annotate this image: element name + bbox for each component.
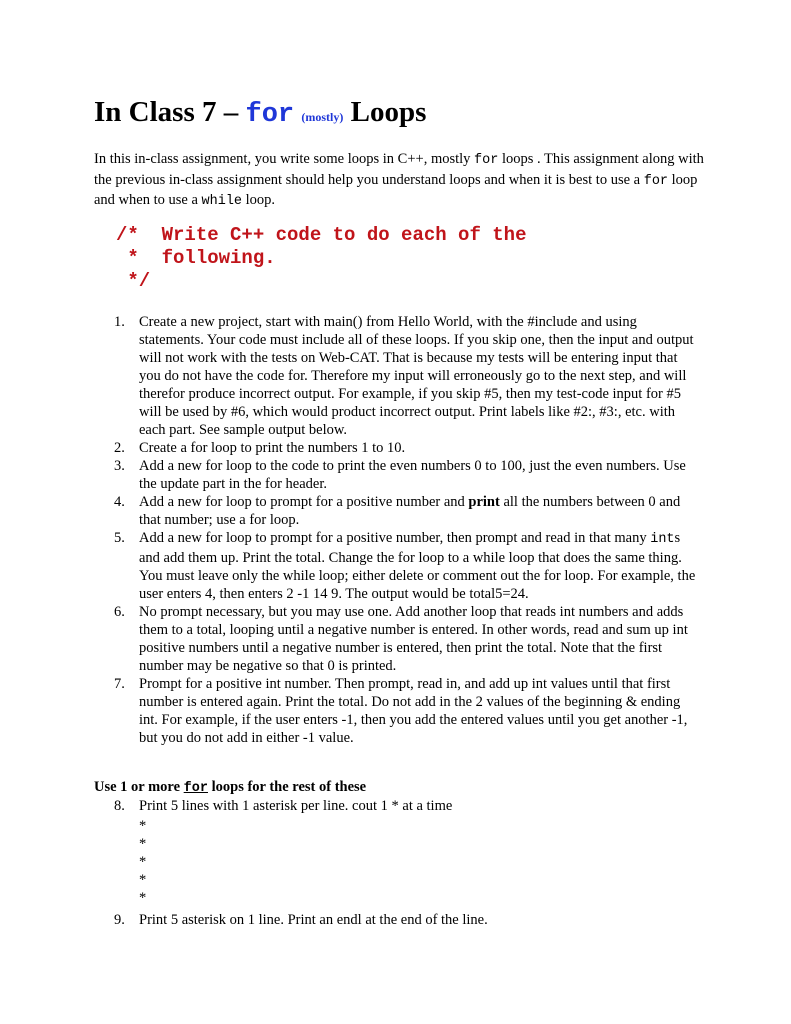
section-text-1: Use 1 or more [94, 779, 184, 795]
step-number: 4. [114, 494, 125, 510]
list-item [114, 675, 700, 747]
step-text: Create a new project, start with main() from Hello World, with the #include and using statements. Your code must include all of these loops. If you skip one, then the input and output will not work with the tests on Web-CAT. That is because my tests will be entering input that you do not have the code for. Therefore my input will erroneously go to the next step, and will therefor produce incorrect output. For example, if you skip #5, then my test-code input for #5 will be used by #6, which would product incorrect output. Print labels like #2:, #3:, etc. with each part. See sample output below. [139, 314, 694, 438]
intro-code-for-2: for [643, 173, 669, 189]
section-code-for: for [183, 781, 208, 796]
steps-list-2 [114, 797, 700, 929]
step-code-int: int [650, 532, 675, 547]
section-heading [94, 778, 366, 798]
intro-code-for: for [474, 153, 499, 168]
step-number: 9. [114, 912, 125, 928]
step-number: 3. [114, 458, 125, 474]
asterisk-line: * [139, 836, 147, 852]
step-text [139, 529, 700, 603]
title-code-keyword: for [245, 100, 295, 130]
steps-list [114, 313, 700, 747]
code-comment-block: /* Write C++ code to do each of the * following. */ [116, 224, 527, 292]
asterisk-line: * [139, 872, 147, 888]
step-number: 8. [114, 798, 125, 814]
step-number: 2. [114, 440, 125, 456]
step-text: Add a new for loop to the code to print the even numbers 0 to 100, just the even numbers. Use the update part in the for header. [139, 458, 686, 492]
step-text-part: Add a new for loop to prompt for a positive number and [139, 494, 469, 510]
list-item [114, 911, 700, 929]
title-prefix: In Class 7 – [94, 96, 246, 128]
list-item [114, 493, 700, 529]
asterisk-line: * [139, 818, 147, 834]
list-item [114, 797, 700, 905]
title-qualifier: (mostly) [301, 110, 344, 124]
step-text: Prompt for a positive int number. Then prompt, read in, and add up int values until that first number is entered again. Print the total. Do not add in the 2 values of the beginning & ending int. For example, if the user enters -1, then you add the entered values until you get another -1, but you do not add in either -1 value. [139, 676, 688, 746]
step-text-part: all the numbers between 0 and that number; use a for loop. [139, 494, 681, 528]
section-text-2: loops for the rest of these [207, 779, 367, 795]
step-text: Print 5 asterisk on 1 line. Print an endl at the end of the line. [139, 912, 488, 928]
intro-code-while: while [201, 194, 243, 209]
intro-paragraph [94, 150, 704, 212]
step-text [139, 493, 700, 529]
step-number: 7. [114, 676, 125, 692]
step-number: 5. [114, 530, 125, 546]
step-number: 1. [114, 314, 125, 330]
page-title [94, 92, 426, 137]
intro-text-3: loop and when to use a [94, 171, 698, 208]
list-item [114, 529, 700, 603]
asterisk-line: * [139, 854, 147, 870]
step-text: No prompt necessary, but you may use one. Add another loop that reads int numbers and adds them to a total, looping until a negative number is entered. In other words, read and sum up int positive numbers until a negative number is entered, then print the total. Note that the first number may be negative so that 0 is printed. [139, 604, 688, 674]
step-text: Create a for loop to print the numbers 1 to 10. [139, 440, 406, 456]
asterisk-line: * [139, 890, 147, 906]
step-content [139, 797, 700, 905]
step-bold-word: print [468, 494, 500, 510]
step-text-part: s and add them up. Print the total. Change the for loop to a while loop that does the same thing. You must leave only the while loop; either delete or comment out the for loop. For example, the user enters 4, then enters 2 -1 14 9. The output would be total5=24. [139, 530, 696, 602]
step-number: 6. [114, 604, 125, 620]
list-item [114, 313, 700, 439]
intro-text-2: loops . This assignment along with the previous in-class assignment should help you understand loops and when it is best to use a [94, 151, 704, 188]
intro-text-4: loop. [242, 192, 276, 208]
list-item [114, 603, 700, 675]
step-text-part: Add a new for loop to prompt for a positive number, then prompt and read in that many [139, 530, 651, 546]
intro-text-1: In this in-class assignment, you write some loops in C++, mostly [94, 151, 475, 167]
step-text: Print 5 lines with 1 asterisk per line. cout 1 * at a time [139, 798, 453, 814]
title-suffix: Loops [343, 96, 427, 128]
asterisk-output-sample [139, 815, 700, 905]
list-item [114, 439, 700, 457]
list-item [114, 457, 700, 493]
